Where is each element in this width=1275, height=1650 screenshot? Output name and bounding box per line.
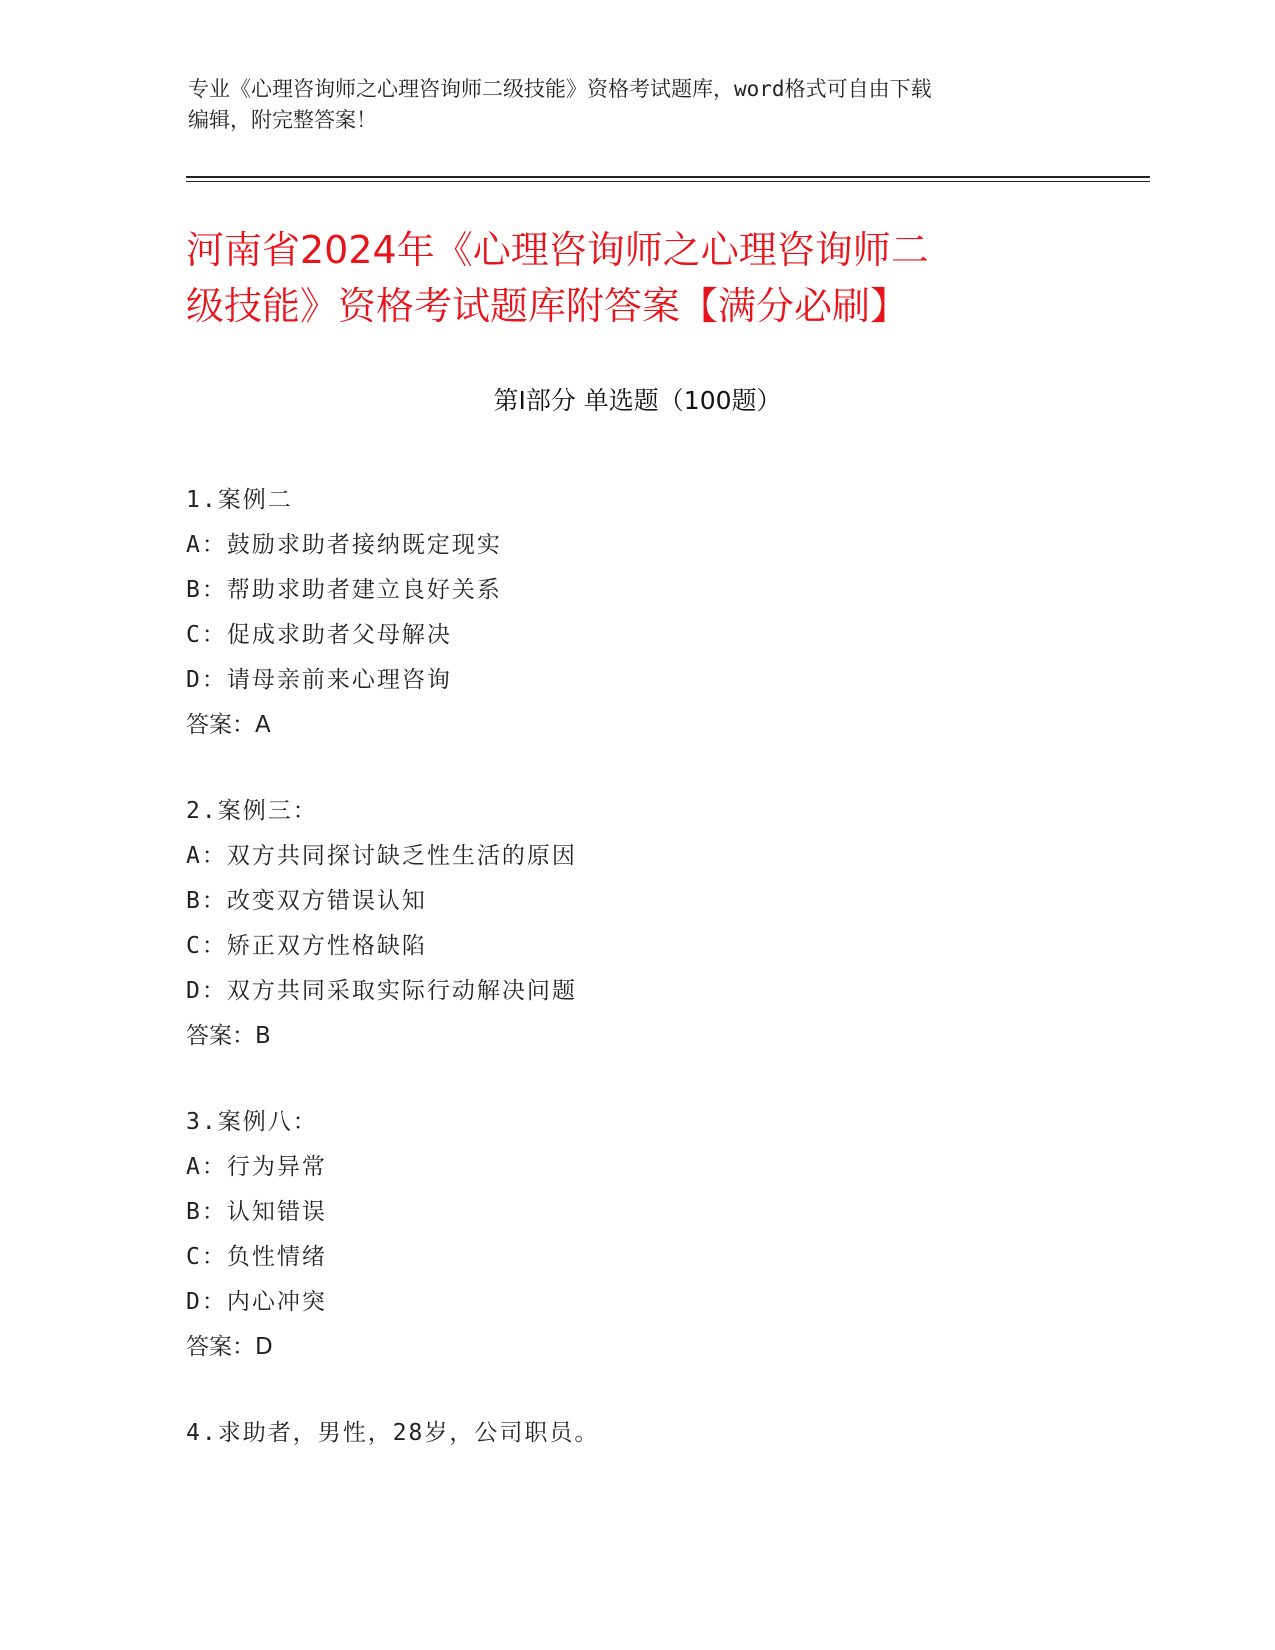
option-b: B：改变双方错误认知 <box>186 888 427 914</box>
header-note-line-1: 专业《心理咨询师之心理咨询师二级技能》资格考试题库，word格式可自由下载 <box>188 77 932 101</box>
section-heading: 第Ⅰ部分 单选题（100题） <box>493 386 782 415</box>
header-divider-thick <box>186 176 1150 178</box>
option-c: C：促成求助者父母解决 <box>186 622 452 648</box>
option-c: C：负性情绪 <box>186 1244 327 1270</box>
question-stem: 1.案例二 <box>186 487 293 513</box>
header-divider-thin <box>186 181 1150 182</box>
option-b: B：帮助求助者建立良好关系 <box>186 577 502 603</box>
answer-line: 答案：D <box>186 1334 273 1360</box>
question-1 <box>186 478 1136 748</box>
option-d: D：内心冲突 <box>186 1289 327 1315</box>
answer-line: 答案：B <box>186 1023 271 1049</box>
option-c: C：矫正双方性格缺陷 <box>186 933 427 959</box>
option-d: D：双方共同采取实际行动解决问题 <box>186 978 577 1004</box>
question-2 <box>186 789 1136 1059</box>
document-title-line-2: 级技能》资格考试题库附答案【满分必刷】 <box>186 284 909 328</box>
option-a: A：双方共同探讨缺乏性生活的原因 <box>186 843 577 869</box>
option-a: A：鼓励求助者接纳既定现实 <box>186 532 502 558</box>
header-note-line-2: 编辑，附完整答案！ <box>188 108 377 132</box>
question-stem: 2.案例三： <box>186 798 318 824</box>
document-title <box>186 222 1096 334</box>
question-stem: 3.案例八： <box>186 1109 318 1135</box>
document-title-line-1: 河南省2024年《心理咨询师之心理咨询师二 <box>186 228 929 272</box>
question-4 <box>186 1411 1136 1456</box>
question-3 <box>186 1100 1136 1370</box>
header-note <box>188 74 1088 136</box>
option-d: D：请母亲前来心理咨询 <box>186 667 452 693</box>
option-a: A：行为异常 <box>186 1154 327 1180</box>
question-stem: 4.求助者，男性，28岁，公司职员。 <box>186 1420 600 1446</box>
question-list <box>186 478 1136 1456</box>
option-b: B：认知错误 <box>186 1199 327 1225</box>
answer-line: 答案：A <box>186 712 271 738</box>
